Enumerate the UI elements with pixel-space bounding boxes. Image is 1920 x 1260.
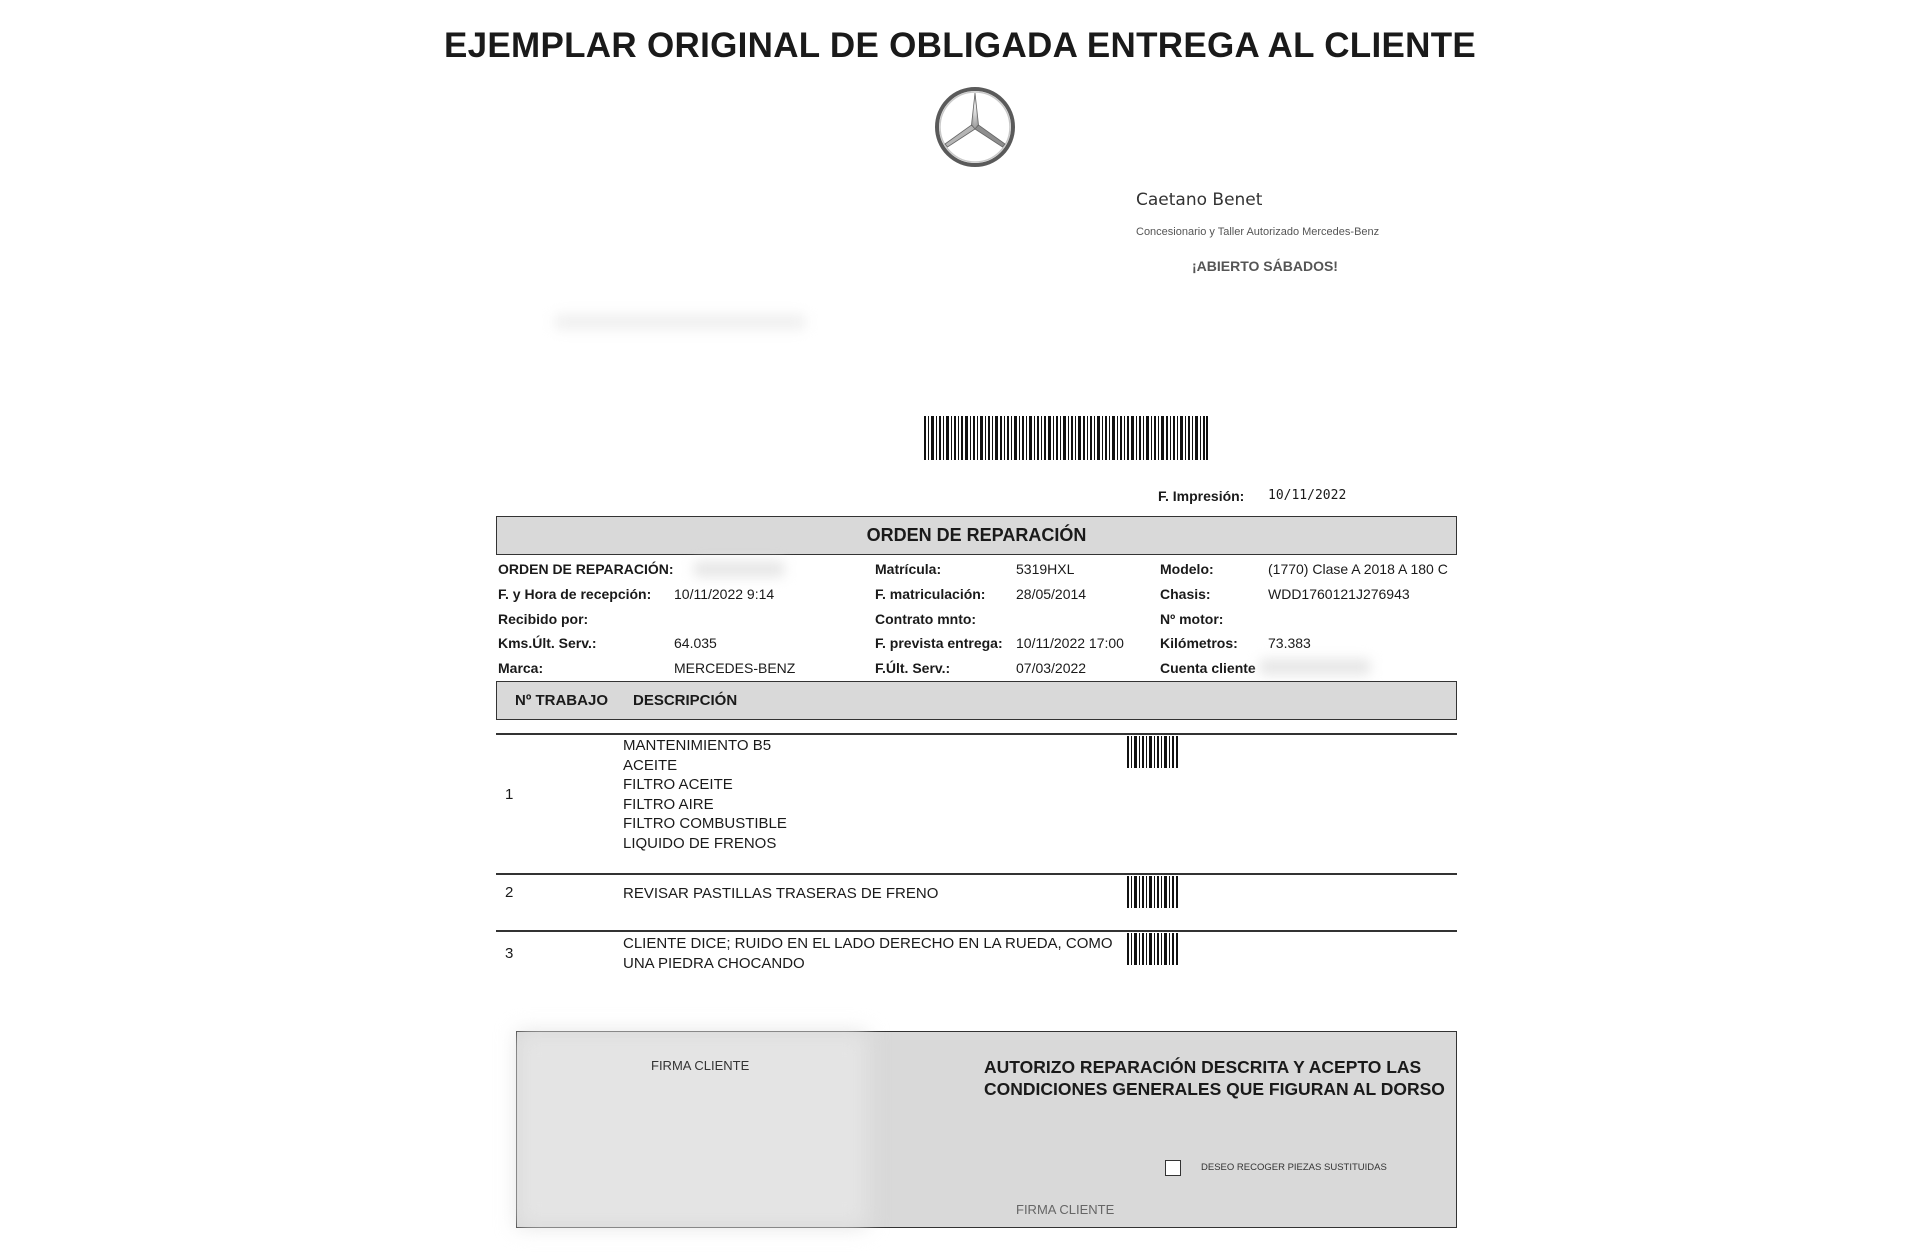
redacted-address: [555, 314, 805, 330]
print-date-value: 10/11/2022: [1268, 488, 1347, 503]
dealer-subtitle: Concesionario y Taller Autorizado Mercedes-Benz: [1136, 226, 1380, 238]
order-details: [498, 561, 1458, 681]
registration-date-value: 28/05/2014: [1016, 586, 1087, 602]
expected-delivery-label: F. prevista entrega:: [875, 635, 1003, 651]
registration-date-label: F. matriculación:: [875, 586, 986, 602]
mercedes-star-icon: [934, 86, 1016, 168]
plate-label: Matrícula:: [875, 561, 942, 577]
job-barcode-icon: [1127, 933, 1179, 970]
barcode-icon: [924, 416, 1208, 460]
kms-last-service-value: 64.035: [674, 635, 717, 651]
table-row: [496, 734, 1457, 874]
jobs-description-header: DESCRIPCIÓN: [633, 692, 738, 709]
engine-number-label: Nº motor:: [1160, 611, 1224, 627]
kms-last-service-label: Kms.Últ. Serv.:: [498, 635, 597, 651]
reception-value: 10/11/2022 9:14: [674, 586, 775, 602]
kilometers-value: 73.383: [1268, 635, 1311, 651]
signature-box: [516, 1031, 1457, 1228]
brand-label: Marca:: [498, 660, 544, 676]
order-title: ORDEN DE REPARACIÓN: [866, 525, 1087, 545]
table-row: [496, 874, 1457, 930]
brand-value: MERCEDES-BENZ: [674, 660, 796, 676]
model-label: Modelo:: [1160, 561, 1214, 577]
job-number: 2: [505, 884, 514, 901]
collect-parts-checkbox[interactable]: [1165, 1160, 1181, 1176]
authorization-text: AUTORIZO REPARACIÓN DESCRITA Y ACEPTO LAS CONDICIONES GENERALES QUE FIGURAN AL DORSO: [984, 1057, 1445, 1099]
chassis-label: Chasis:: [1160, 586, 1211, 602]
reception-label: F. y Hora de recepción:: [498, 586, 652, 602]
maintenance-contract-label: Contrato mnto:: [875, 611, 977, 627]
job-description: MANTENIMIENTO B5 ACEITE FILTRO ACEITE FILTRO AIRE FILTRO COMBUSTIBLE LIQUIDO DE FRENOS: [623, 737, 787, 852]
job-barcode-icon: [1127, 876, 1179, 913]
jobs-number-header: Nº TRABAJO: [515, 692, 608, 709]
table-row: [496, 931, 1457, 1001]
chassis-value: WDD1760121J276943: [1268, 586, 1410, 602]
jobs-header-bar: [496, 681, 1457, 720]
document-banner: EJEMPLAR ORIGINAL DE OBLIGADA ENTREGA AL CLIENTE: [443, 26, 1477, 65]
expected-delivery-value: 10/11/2022 17:00: [1016, 635, 1124, 651]
redacted-customer-account: [1260, 659, 1370, 675]
job-barcode-icon: [1127, 736, 1179, 773]
last-service-date-label: F.Últ. Serv.:: [875, 660, 951, 676]
job-number: 3: [505, 945, 514, 962]
signature-label-bottom: FIRMA CLIENTE: [1016, 1202, 1115, 1217]
redacted-order-number: [694, 561, 784, 577]
job-description: CLIENTE DICE; RUIDO EN EL LADO DERECHO EN LA RUEDA, COMO UNA PIEDRA CHOCANDO: [623, 935, 1113, 972]
model-value: (1770) Clase A 2018 A 180 C: [1268, 561, 1448, 577]
order-title-bar: [496, 516, 1457, 555]
customer-account-label: Cuenta cliente: [1160, 660, 1256, 676]
print-date-label: F. Impresión:: [1158, 488, 1245, 504]
collect-parts-label: DESEO RECOGER PIEZAS SUSTITUIDAS: [1201, 1162, 1387, 1173]
order-number-label: ORDEN DE REPARACIÓN:: [498, 561, 674, 577]
last-service-date-value: 07/03/2022: [1016, 660, 1087, 676]
received-by-label: Recibido por:: [498, 611, 589, 627]
job-number: 1: [505, 786, 514, 803]
job-description: REVISAR PASTILLAS TRASERAS DE FRENO: [623, 885, 939, 902]
kilometers-label: Kilómetros:: [1160, 635, 1238, 651]
signature-label-top: FIRMA CLIENTE: [651, 1058, 750, 1073]
plate-value: 5319HXL: [1016, 561, 1075, 577]
dealer-slogan: ¡ABIERTO SÁBADOS!: [1192, 258, 1338, 274]
dealer-name: Caetano Benet: [1136, 190, 1263, 210]
